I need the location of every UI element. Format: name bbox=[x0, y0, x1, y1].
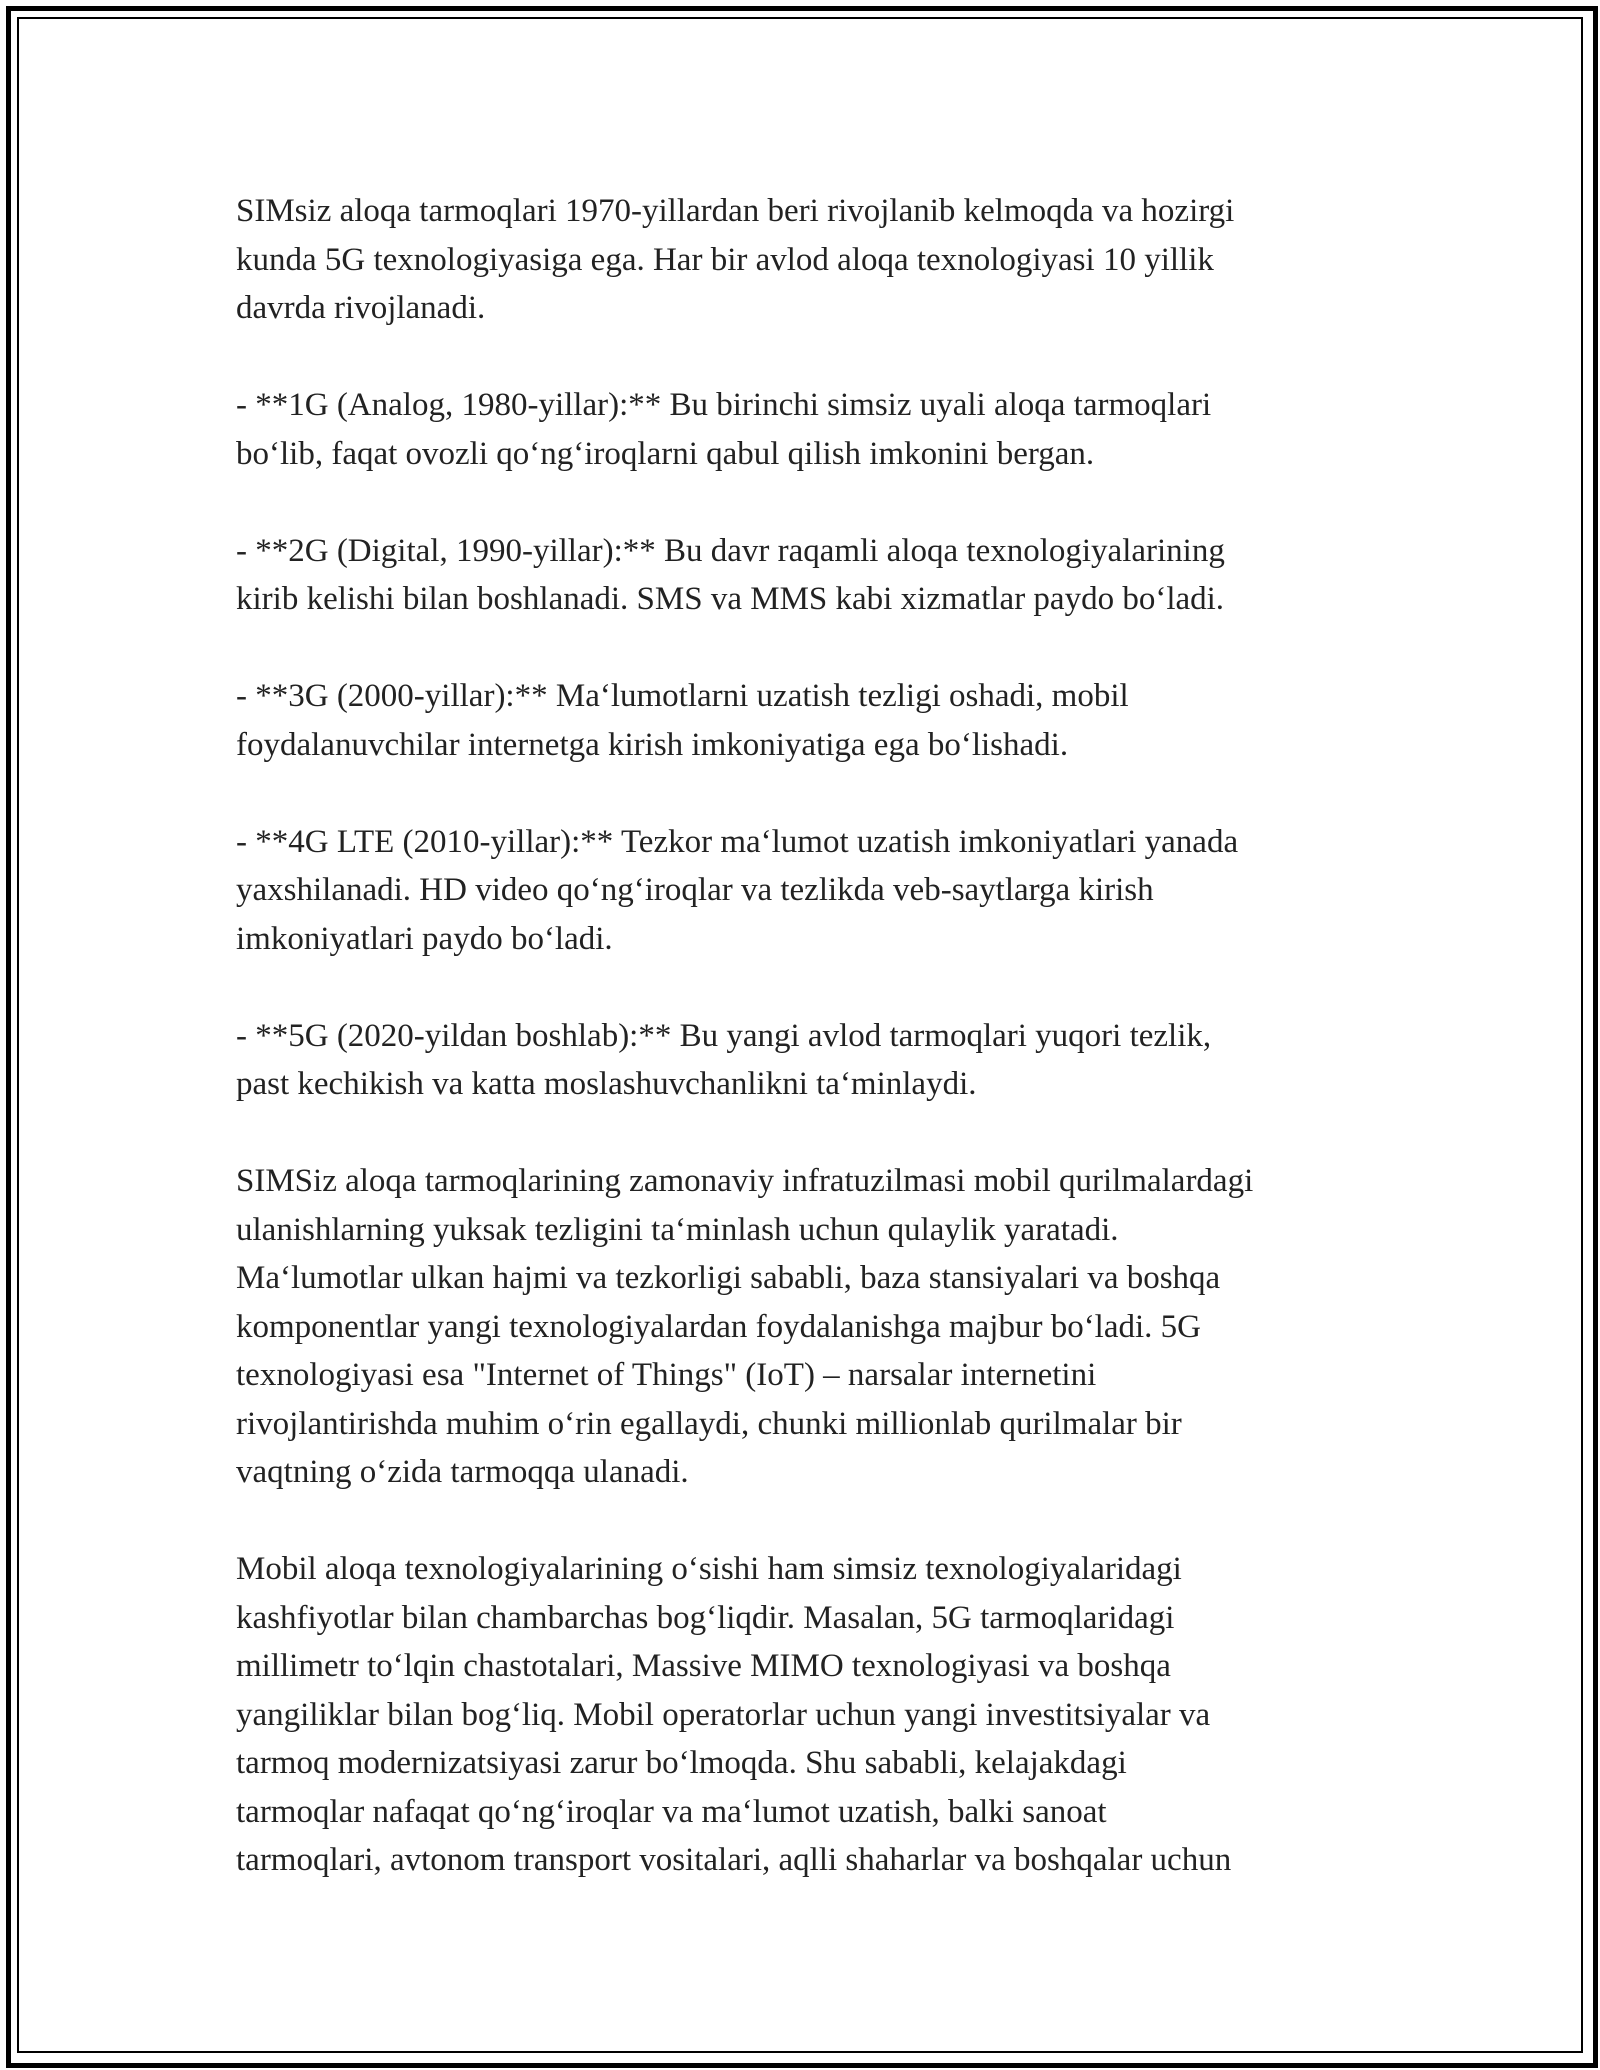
text-line: - **5G (2020-yildan boshlab):** Bu yangi avlod tarmoqlari yuqori tezlik, bbox=[236, 1017, 1212, 1054]
text-line: rivojlantirishda muhim o‘rin egallaydi, chunki millionlab qurilmalar bir bbox=[236, 1405, 1182, 1442]
paragraph-intro bbox=[236, 187, 1396, 333]
text-line: SIMSiz aloqa tarmoqlarining zamonaviy infratuzilmasi mobil qurilmalardagi bbox=[236, 1163, 1254, 1199]
text-line: Ma‘lumotlar ulkan hajmi va tezkorligi sababli, baza stansiyalari va boshqa bbox=[236, 1260, 1221, 1296]
text-line: Mobil aloqa texnologiyalarining o‘sishi ham simsiz texnologiyalaridagi bbox=[236, 1551, 1182, 1587]
text-line: davrda rivojlanadi. bbox=[236, 290, 486, 326]
text-line: ulanishlarning yuksak tezligini ta‘minlash uchun qulaylik yaratadi. bbox=[236, 1211, 1119, 1248]
text-line: - **3G (2000-yillar):** Ma‘lumotlarni uzatish tezligi oshadi, mobil bbox=[236, 678, 1129, 714]
text-line: vaqtning o‘zida tarmoqqa ulanadi. bbox=[236, 1454, 689, 1490]
text-line: kirib kelishi bilan boshlanadi. SMS va MMS kabi xizmatlar paydo bo‘ladi. bbox=[236, 581, 1225, 617]
text-line: - **1G (Analog, 1980-yillar):** Bu birinchi simsiz uyali aloqa tarmoqlari bbox=[236, 387, 1212, 423]
list-item-1g bbox=[236, 381, 1396, 478]
text-line: foydalanuvchilar internetga kirish imkoniyatiga ega bo‘lishadi. bbox=[236, 726, 1069, 763]
list-item-2g bbox=[236, 527, 1396, 624]
text-line: millimetr to‘lqin chastotalari, Massive MIMO texnologiyasi va boshqa bbox=[236, 1648, 1171, 1684]
text-line: SIMsiz aloqa tarmoqlari 1970-yillardan beri rivojlanib kelmoqda va hozirgi bbox=[236, 193, 1235, 229]
text-line: texnologiyasi esa "Internet of Things" (IoT) – narsalar internetini bbox=[236, 1357, 1097, 1393]
paragraph-mobile-growth bbox=[236, 1545, 1396, 1885]
text-line: past kechikish va katta moslashuvchanlikni ta‘minlaydi. bbox=[236, 1066, 977, 1102]
paragraph-infrastructure bbox=[236, 1157, 1396, 1497]
document-body bbox=[236, 187, 1396, 1885]
text-line: tarmoqlar nafaqat qo‘ng‘iroqlar va ma‘lumot uzatish, balki sanoat bbox=[236, 1793, 1107, 1830]
text-line: - **4G LTE (2010-yillar):** Tezkor ma‘lumot uzatish imkoniyatlari yanada bbox=[236, 823, 1239, 860]
text-line: kashfiyotlar bilan chambarchas bog‘liqdir. Masalan, 5G tarmoqlaridagi bbox=[236, 1599, 1175, 1636]
list-item-5g bbox=[236, 1012, 1396, 1109]
text-line: kunda 5G texnologiyasiga ega. Har bir avlod aloqa texnologiyasi 10 yillik bbox=[236, 241, 1214, 278]
text-line: yaxshilanadi. HD video qo‘ng‘iroqlar va tezlikda veb-saytlarga kirish bbox=[236, 872, 1154, 908]
text-line: - **2G (Digital, 1990-yillar):** Bu davr raqamli aloqa texnologiyalarining bbox=[236, 532, 1225, 569]
text-line: bo‘lib, faqat ovozli qo‘ng‘iroqlarni qabul qilish imkonini bergan. bbox=[236, 435, 1095, 472]
text-line: tarmoq modernizatsiyasi zarur bo‘lmoqda. Shu sababli, kelajakdagi bbox=[236, 1745, 1127, 1781]
list-item-3g bbox=[236, 672, 1396, 769]
text-line: tarmoqlari, avtonom transport vositalari, aqlli shaharlar va boshqalar uchun bbox=[236, 1842, 1232, 1878]
text-line: imkoniyatlari paydo bo‘ladi. bbox=[236, 920, 613, 957]
text-line: komponentlar yangi texnologiyalardan foydalanishga majbur bo‘ladi. 5G bbox=[236, 1308, 1201, 1345]
text-line: yangiliklar bilan bog‘liq. Mobil operatorlar uchun yangi investitsiyalar va bbox=[236, 1696, 1211, 1733]
list-item-4g bbox=[236, 818, 1396, 964]
